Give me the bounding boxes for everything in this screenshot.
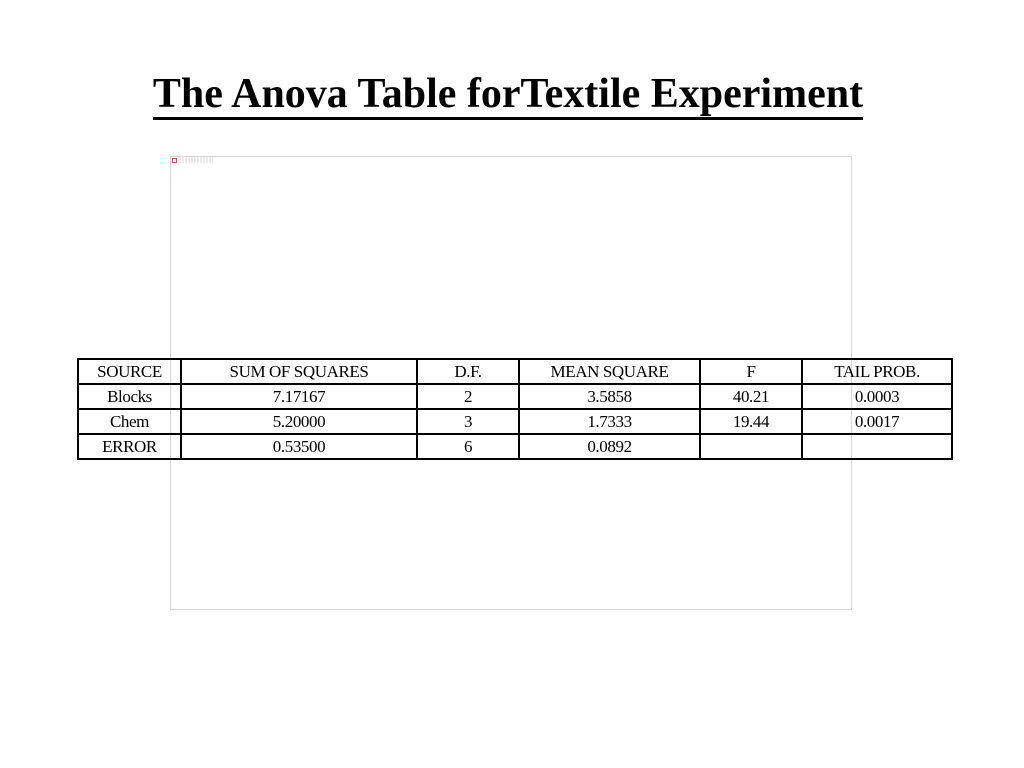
- cell-sum-of-squares: 0.53500: [181, 434, 417, 459]
- table-header-row: [78, 359, 952, 384]
- cell-df: 6: [417, 434, 519, 459]
- header-tail-prob: TAIL PROB.: [802, 359, 952, 384]
- table-row: [78, 384, 952, 409]
- header-sum-of-squares: SUM OF SQUARES: [181, 359, 417, 384]
- table-row: [78, 409, 952, 434]
- cell-df: 3: [417, 409, 519, 434]
- cell-source: ERROR: [78, 434, 181, 459]
- broken-image-caption: [179, 157, 213, 163]
- header-df: D.F.: [417, 359, 519, 384]
- cell-sum-of-squares: 5.20000: [181, 409, 417, 434]
- cell-tail-prob: [802, 434, 952, 459]
- cell-mean-square: 0.0892: [519, 434, 700, 459]
- header-f: F: [700, 359, 802, 384]
- cell-f: 40.21: [700, 384, 802, 409]
- table-row: [78, 434, 952, 459]
- anova-table: [77, 358, 953, 460]
- cell-mean-square: 1.7333: [519, 409, 700, 434]
- cell-sum-of-squares: 7.17167: [181, 384, 417, 409]
- cell-f: 19.44: [700, 409, 802, 434]
- cell-df: 2: [417, 384, 519, 409]
- page-title: [0, 68, 1016, 120]
- cell-source: Chem: [78, 409, 181, 434]
- broken-image-icon: [172, 158, 177, 163]
- header-source: SOURCE: [78, 359, 181, 384]
- cell-f: [700, 434, 802, 459]
- page-title-text: The Anova Table forTextile Experiment: [153, 71, 863, 120]
- header-mean-square: MEAN SQUARE: [519, 359, 700, 384]
- cell-tail-prob: 0.0003: [802, 384, 952, 409]
- cell-tail-prob: 0.0017: [802, 409, 952, 434]
- cell-source: Blocks: [78, 384, 181, 409]
- cell-mean-square: 3.5858: [519, 384, 700, 409]
